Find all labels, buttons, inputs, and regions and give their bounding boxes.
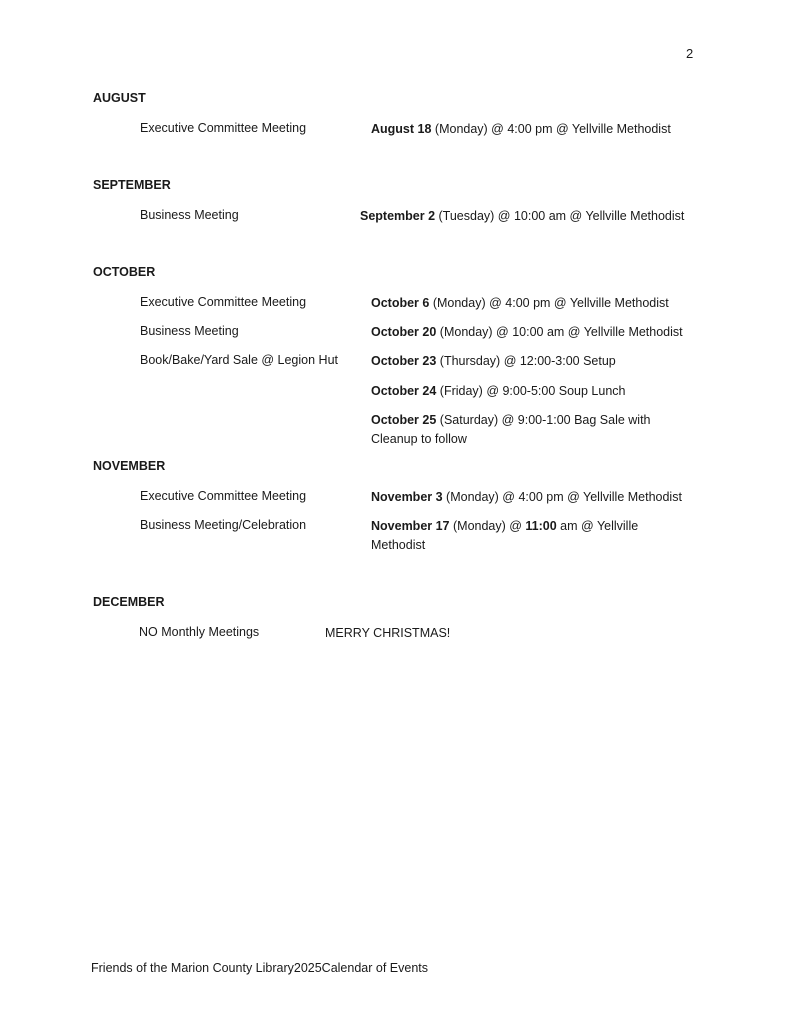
event-date — [360, 207, 690, 226]
event-date-bold: September 2 — [360, 209, 436, 223]
month-heading-december: DECEMBER — [93, 595, 165, 609]
event-name: Business Meeting/Celebration — [140, 518, 307, 532]
event-date-details: (Monday) @ 4:00 pm @ Yellville Methodist — [442, 490, 682, 504]
holiday-note: MERRY CHRISTMAS! — [325, 626, 451, 640]
event-date — [371, 120, 701, 139]
event-date — [371, 411, 671, 449]
event-date-details: am @ Yellville Methodist — [371, 519, 639, 552]
event-date-bold: October 20 — [371, 325, 437, 339]
event-date-bold: November 3 — [371, 490, 443, 504]
event-date — [371, 294, 701, 313]
event-date-details: (Monday) @ — [449, 519, 526, 533]
month-heading-august: AUGUST — [93, 91, 146, 105]
event-date-details: (Tuesday) @ 10:00 am @ Yellville Methodist — [435, 209, 685, 223]
event-name: Book/Bake/Yard Sale @ Legion Hut — [140, 353, 338, 367]
month-heading-october: OCTOBER — [93, 265, 156, 279]
event-date-details: (Friday) @ 9:00-5:00 Soup Lunch — [436, 384, 626, 398]
event-date-bold: November 17 — [371, 519, 450, 533]
event-date-details: (Saturday) @ 9:00-1:00 Bag Sale with Cleanup to follow — [371, 413, 651, 446]
event-date — [371, 488, 701, 507]
event-name: Executive Committee Meeting — [140, 121, 307, 135]
event-date-bold: October 6 — [371, 296, 430, 310]
event-date-details: (Monday) @ 4:00 pm @ Yellville Methodist — [429, 296, 669, 310]
event-date-details: (Thursday) @ 12:00-3:00 Setup — [436, 354, 616, 368]
footer: Friends of the Marion County Library2025Calendar of Events — [91, 961, 428, 975]
event-name: Business Meeting — [140, 324, 239, 338]
event-date-bold: October 23 — [371, 354, 437, 368]
event-date — [371, 382, 701, 401]
month-heading-november: NOVEMBER — [93, 459, 166, 473]
event-name: Executive Committee Meeting — [140, 489, 307, 503]
event-date-bold: August 18 — [371, 122, 432, 136]
event-date-details: (Monday) @ 4:00 pm @ Yellville Methodist — [431, 122, 671, 136]
event-name: Business Meeting — [140, 208, 239, 222]
month-heading-september: SEPTEMBER — [93, 178, 171, 192]
event-name: Executive Committee Meeting — [140, 295, 307, 309]
page-number: 2 — [686, 46, 694, 61]
event-date-bold: October 24 — [371, 384, 437, 398]
event-time-bold: 11:00 — [525, 519, 557, 533]
event-date — [371, 517, 671, 555]
event-date — [371, 352, 701, 371]
event-date — [371, 323, 701, 342]
event-date-details: (Monday) @ 10:00 am @ Yellville Methodist — [436, 325, 683, 339]
event-name: NO Monthly Meetings — [139, 625, 260, 639]
event-date-bold: October 25 — [371, 413, 437, 427]
